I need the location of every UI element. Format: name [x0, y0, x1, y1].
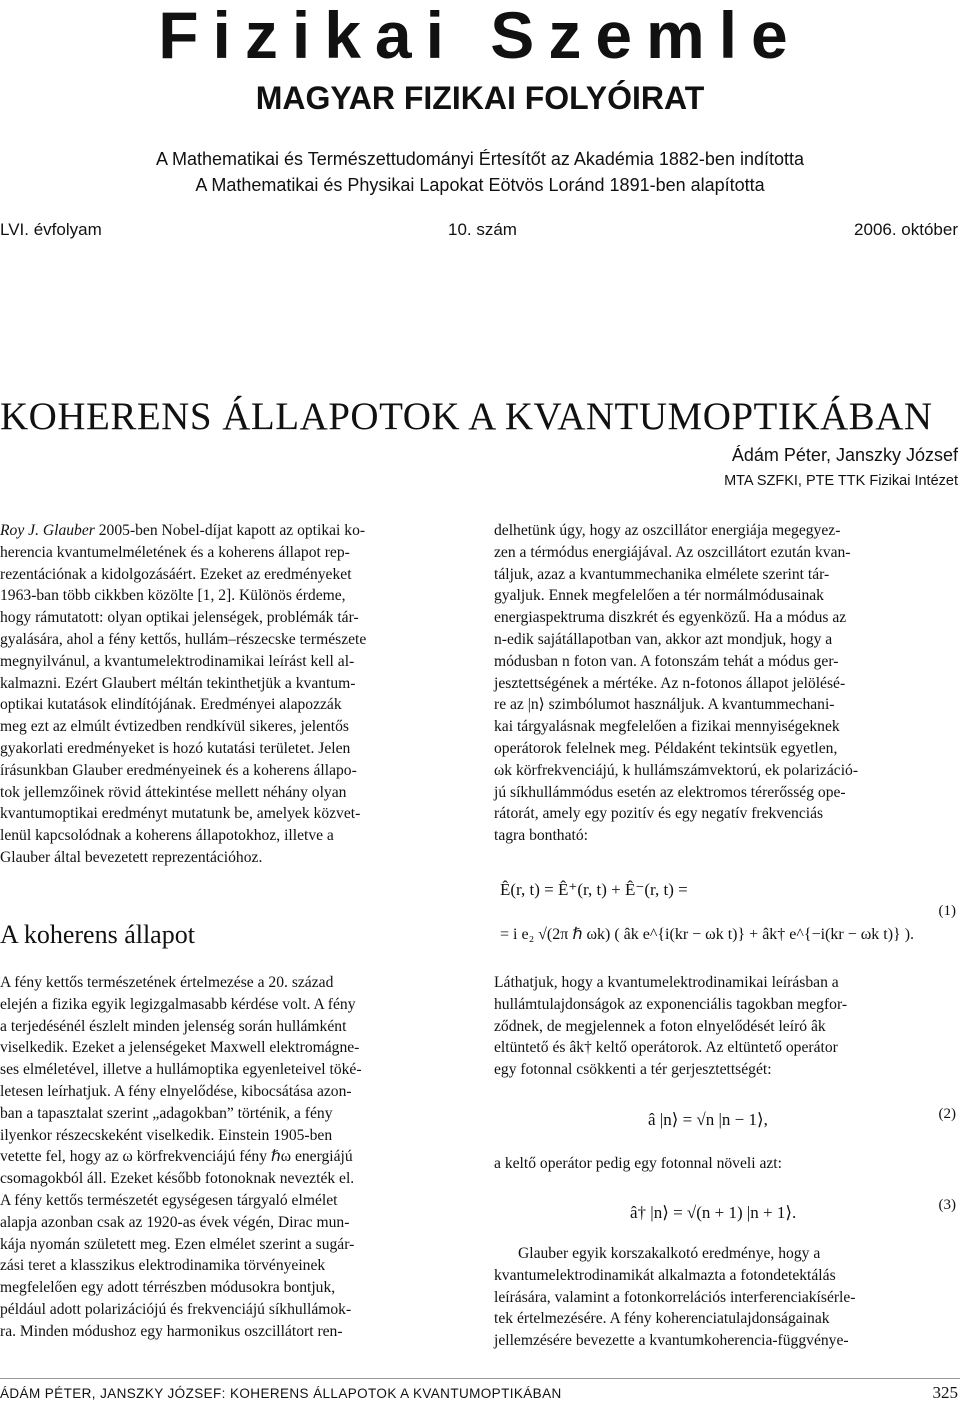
- text-line: ωk körfrekvenciájú, k hullámszámvektorú, ek polarizáció-: [494, 761, 859, 779]
- text-line: gyaljuk. Ennek megfelelően a tér normálmódusainak: [494, 587, 824, 605]
- text-line: zen a térmódus energiájával. Az oszcillátort ezután kvan-: [494, 543, 851, 561]
- text-line: megfelelően egy adott térrészben módusokra bontjuk,: [0, 1279, 336, 1297]
- issue-date: 2006. október: [854, 220, 958, 239]
- equation-3: â† |n⟩ = √(n + 1) |n + 1⟩.: [630, 1203, 797, 1222]
- running-title: ÁDÁM PÉTER, JANSZKY JÓZSEF: KOHERENS ÁLLAPOTOK A KVANTUMOPTIKÁBAN: [0, 1386, 562, 1401]
- right-paragraph-1: [494, 520, 960, 847]
- text-line: táljuk, azaz a kvantummechanika elmélete szerint tár-: [494, 565, 830, 583]
- equation-number: (2): [938, 1106, 956, 1122]
- text-line: meg ezt az elmúlt évtizedben rendkívül sikeres, jelentős: [0, 718, 350, 736]
- text-line: tagra bontható:: [494, 827, 588, 845]
- text-line: kája nyomán született meg. Ezen elmélet szerint a sugár-: [0, 1235, 355, 1253]
- history-line: A Mathematikai és Természettudományi Értesítőt az Akadémia 1882-ben indította: [155, 149, 805, 169]
- text-line: ződnek, de megjelennek a foton elnyelődését leíró âk: [494, 1017, 826, 1035]
- journal-title: Fizikai Szemle: [158, 0, 802, 72]
- text-line: jú síkhullámmódus esetén az elektromos térerősség ope-: [494, 783, 846, 801]
- article-affiliation: MTA SZFKI, PTE TTK Fizikai Intézet: [724, 473, 958, 489]
- text-line: jesztettségének a mértéke. Az n-fotonos állapot jelölésé-: [494, 674, 846, 692]
- article-authors: Ádám Péter, Janszky József: [731, 445, 958, 465]
- issue-number: 10. szám: [448, 220, 517, 239]
- history-line: A Mathematikai és Physikai Lapokat Eötvös Loránd 1891-ben alapította: [195, 175, 765, 195]
- text-line: A fény kettős természetének értelmezése a 20. század: [0, 974, 334, 991]
- text-line: gyakorlati eredményeket is hozó kutatási területet. Jelen: [0, 739, 351, 757]
- glauber-name: Roy J. Glauber: [0, 522, 95, 539]
- text-line: viselkedik. Ezeket a jelenségeket Maxwell elektromágne-: [0, 1039, 360, 1057]
- text-line: energiaspektruma diszkrét és egyenközű. Ha a módus az: [494, 609, 847, 627]
- text-line: ses elméletével, illetve a hullámoptika egyenleteivel töké-: [0, 1061, 362, 1079]
- text-line: rezentációnak a kidolgozásáért. Ezeket az eredményeket: [0, 565, 352, 583]
- text-line: ban a tapasztalat szerint „adagokban” történik, a fény: [0, 1104, 333, 1122]
- article-title: KOHERENS ÁLLAPOTOK A KVANTUMOPTIKÁBAN: [0, 395, 933, 438]
- text-line: tek értelmezésére. A fény koherenciatulajdonságainak: [494, 1310, 830, 1328]
- text-line: A fény kettős természetét egységesen tárgyaló elmélet: [0, 1191, 338, 1209]
- right-paragraph-2: [494, 972, 960, 1081]
- intro-paragraph: [0, 520, 468, 869]
- text-line: optikai kutatások elindítójának. Eredményei alapozzák: [0, 696, 342, 714]
- section-heading: A koherens állapot: [0, 920, 195, 949]
- journal-subtitle: MAGYAR FIZIKAI FOLYÓIRAT: [255, 80, 705, 116]
- text-line: írásunkban Glauber eredményeinek és a koherens állapo-: [0, 761, 357, 779]
- text-line: herencia kvantumelméletének és a koherens állapot rep-: [0, 543, 350, 561]
- text-line: vetette fel, hogy az ω körfrekvenciájú fény ℏω energiájú: [0, 1148, 353, 1166]
- footer-divider: [0, 1378, 960, 1379]
- text-line: letesen leírhatjuk. A fény elnyelődése, kibocsátása azon-: [0, 1082, 352, 1100]
- text-line: hullámtulajdonságok az exponenciális tagokban megfor-: [494, 995, 848, 1013]
- text-line: gyalására, ahol a fény kettős, hullám–részecske természete: [0, 630, 367, 648]
- equation-1-line-2: = i e₂ √(2π ℏ ωk) ( âk e^{i(kr − ωk t)} + âk† e^{−i(kr − ωk t)} ).: [500, 926, 915, 943]
- text-line: 1963-ban több cikkben közölte [1, 2]. Különös érdeme,: [0, 587, 346, 605]
- text-line: módusban n foton van. A fotonszám tehát a módus ger-: [494, 652, 839, 670]
- text-line: operátorok felelnek meg. Példaként tekintsük egyetlen,: [494, 739, 838, 757]
- text-line: elején a fizika egyik legizgalmasabb kérdése volt. A fény: [0, 995, 356, 1013]
- equation-number: (3): [938, 1197, 956, 1213]
- text-line: kai tárgyalásnak megfelelően a fizikai mennyiségeknek: [494, 718, 840, 736]
- text-line: kvantumelektrodinamikát alkalmazta a fotondetektálás: [494, 1266, 836, 1284]
- text-line: lenül kapcsolódnak a koherens állapotokhoz, illetve a: [0, 827, 334, 845]
- equation-1-line-1: Ê(r, t) = Ê⁺(r, t) + Ê⁻(r, t) =: [500, 880, 688, 899]
- text-line: ra. Minden módushoz egy harmonikus oszcillátort ren-: [0, 1322, 343, 1340]
- text-line: Roy J. Glauber 2005-ben Nobel-díjat kapott az optikai ko-: [0, 522, 366, 539]
- text-line: ilyenkor részecskeként viselkedik. Einstein 1905-ben: [0, 1126, 333, 1144]
- text-line: megnyilvánul, a kvantumelektrodinamikai leírást kell al-: [0, 652, 355, 670]
- issue-info: [0, 220, 960, 244]
- text-line: hogy rámutatott: olyan optikai jelenségek, problémák tár-: [0, 609, 359, 627]
- text-line: csomagokból áll. Ezeket később fotonoknak nevezték el.: [0, 1170, 355, 1188]
- page-number: 325: [932, 1383, 958, 1402]
- text-line: leírására, valamint a fotonkorrelációs interferenciakísérle-: [494, 1288, 856, 1306]
- equation-2: â |n⟩ = √n |n − 1⟩,: [648, 1110, 768, 1129]
- text-line: például adott polarizációjú és frekvenciájú síkhullámok-: [0, 1300, 352, 1318]
- text-line: a terjedésénél észlelt minden jelenség során hullámként: [0, 1017, 347, 1035]
- text-line: re az |n⟩ szimbólumot használjuk. A kvantummechani-: [494, 696, 835, 714]
- text-line: kalmazni. Ezért Glaubert méltán tekinthetjük a kvantum-: [0, 674, 356, 692]
- text-line: Glauber által bevezetett reprezentációhoz.: [0, 848, 263, 866]
- text-line: zási teret a klasszikus elektrodinamika törvényeinek: [0, 1257, 326, 1275]
- volume: LVI. évfolyam: [0, 220, 102, 239]
- text-line: n-edik sajátállapotban van, akkor azt mondjuk, hogy a: [494, 630, 833, 648]
- right-paragraph-3: [494, 1243, 960, 1352]
- text-line: a keltő operátor pedig egy fotonnal növeli azt:: [494, 1155, 782, 1172]
- equation-number: (1): [938, 903, 956, 919]
- text-line: rátorát, amely egy pozitív és egy negatív frekvenciás: [494, 805, 824, 823]
- text-line: eltüntető és âk† keltő operátorok. Az eltüntető operátor: [494, 1039, 838, 1057]
- section-paragraph: [0, 972, 468, 1343]
- text-line: egy fotonnal csökkenti a tér gerjesztettségét:: [494, 1061, 772, 1079]
- text-line: tok jellemzőinek rövid áttekintése mellett néhány olyan: [0, 783, 347, 801]
- journal-history: [0, 146, 960, 198]
- text-line: jellemzésére bevezette a kvantumkoherencia-függvénye-: [494, 1332, 849, 1350]
- text-line: Láthatjuk, hogy a kvantumelektrodinamikai leírásban a: [494, 974, 839, 991]
- text-line: alapja azonban csak az 1920-as évek végén, Dirac mun-: [0, 1213, 350, 1231]
- text-line: Glauber egyik korszakalkotó eredménye, hogy a: [518, 1245, 821, 1262]
- text-line: delhetünk úgy, hogy az oszcillátor energiája megegyez-: [494, 522, 841, 539]
- text-line: kvantumoptikai eredményt mutatunk be, amelyek közvet-: [0, 805, 361, 823]
